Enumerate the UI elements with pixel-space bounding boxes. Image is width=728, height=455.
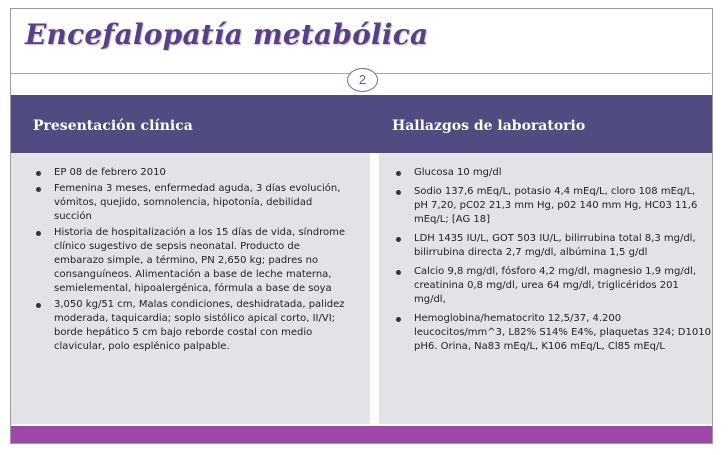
bullet-icon xyxy=(396,237,401,242)
bullet-text: Historia de hospitalización a los 15 días de vida, síndrome clínico sugestivo de sepsis neonatal. Producto de embarazo simple, a término, PN 2,650 kg; padres no consanguíneos. Alimentación a base de leche materna, semielemental, hipoalergénica, fórmula a base de soya xyxy=(54,227,346,294)
bottom-band xyxy=(11,426,712,443)
column-divider xyxy=(370,153,379,424)
list-item xyxy=(396,312,711,354)
bullet-icon xyxy=(396,270,401,275)
right-bullet-list xyxy=(396,166,711,359)
list-item xyxy=(396,185,711,227)
bullet-icon xyxy=(36,171,41,176)
bullet-icon xyxy=(36,303,41,308)
bullet-icon xyxy=(396,317,401,322)
slide-title: Encefalopatía metabólica xyxy=(25,18,429,51)
bullet-icon xyxy=(396,190,401,195)
list-item xyxy=(36,226,348,296)
list-item xyxy=(36,166,348,180)
list-item xyxy=(396,265,711,307)
bullet-text: EP 08 de febrero 2010 xyxy=(54,167,166,178)
bullet-text: Calcio 9,8 mg/dl, fósforo 4,2 mg/dl, magnesio 1,9 mg/dl, creatinina 0,8 mg/dl, urea 64 mg/dl, triglicéridos 201 mg/dl, xyxy=(414,266,697,305)
bullet-icon xyxy=(36,187,41,192)
list-item xyxy=(36,298,348,354)
list-item xyxy=(396,166,711,180)
bullet-text: LDH 1435 IU/L, GOT 503 IU/L, bilirrubina total 8,3 mg/dl, bilirrubina directa 2,7 mg/dl, albúmina 1,5 g/dl xyxy=(414,233,696,258)
list-item xyxy=(396,232,711,260)
page-number-badge: 2 xyxy=(347,68,378,92)
bullet-text: Femenina 3 meses, enfermedad aguda, 3 días evolución, vómitos, quejido, somnolencia, hipotonía, debilidad succión xyxy=(54,183,341,222)
bullet-icon xyxy=(396,171,401,176)
bullet-text: Hemoglobina/hematocrito 12,5/37, 4.200 leucocitos/mm^3, L82% S14% E4%, plaquetas 324; D1010 pH6. Orina, Na83 mEq/L, K106 mEq/L, Cl85 mEq/L xyxy=(414,313,711,352)
bullet-icon xyxy=(36,231,41,236)
bullet-text: Sodio 137,6 mEq/L, potasio 4,4 mEq/L, cloro 108 mEq/L, pH 7,20, pC02 21,3 mm Hg, p02 140 mm Hg, HC03 11,6 mEq/L; [AG 18] xyxy=(414,186,698,225)
left-column-heading: Presentación clínica xyxy=(33,118,193,134)
bullet-text: 3,050 kg/51 cm, Malas condiciones, deshidratada, palidez moderada, taquicardia; soplo sistólico apical corto, II/VI; borde hepático 5 cm bajo reborde costal con medio clavicular, polo esplénico palpable. xyxy=(54,299,345,352)
left-bullet-list xyxy=(36,166,348,356)
bullet-text: Glucosa 10 mg/dl xyxy=(414,167,502,178)
list-item xyxy=(36,182,348,224)
right-column-heading: Hallazgos de laboratorio xyxy=(392,118,586,134)
